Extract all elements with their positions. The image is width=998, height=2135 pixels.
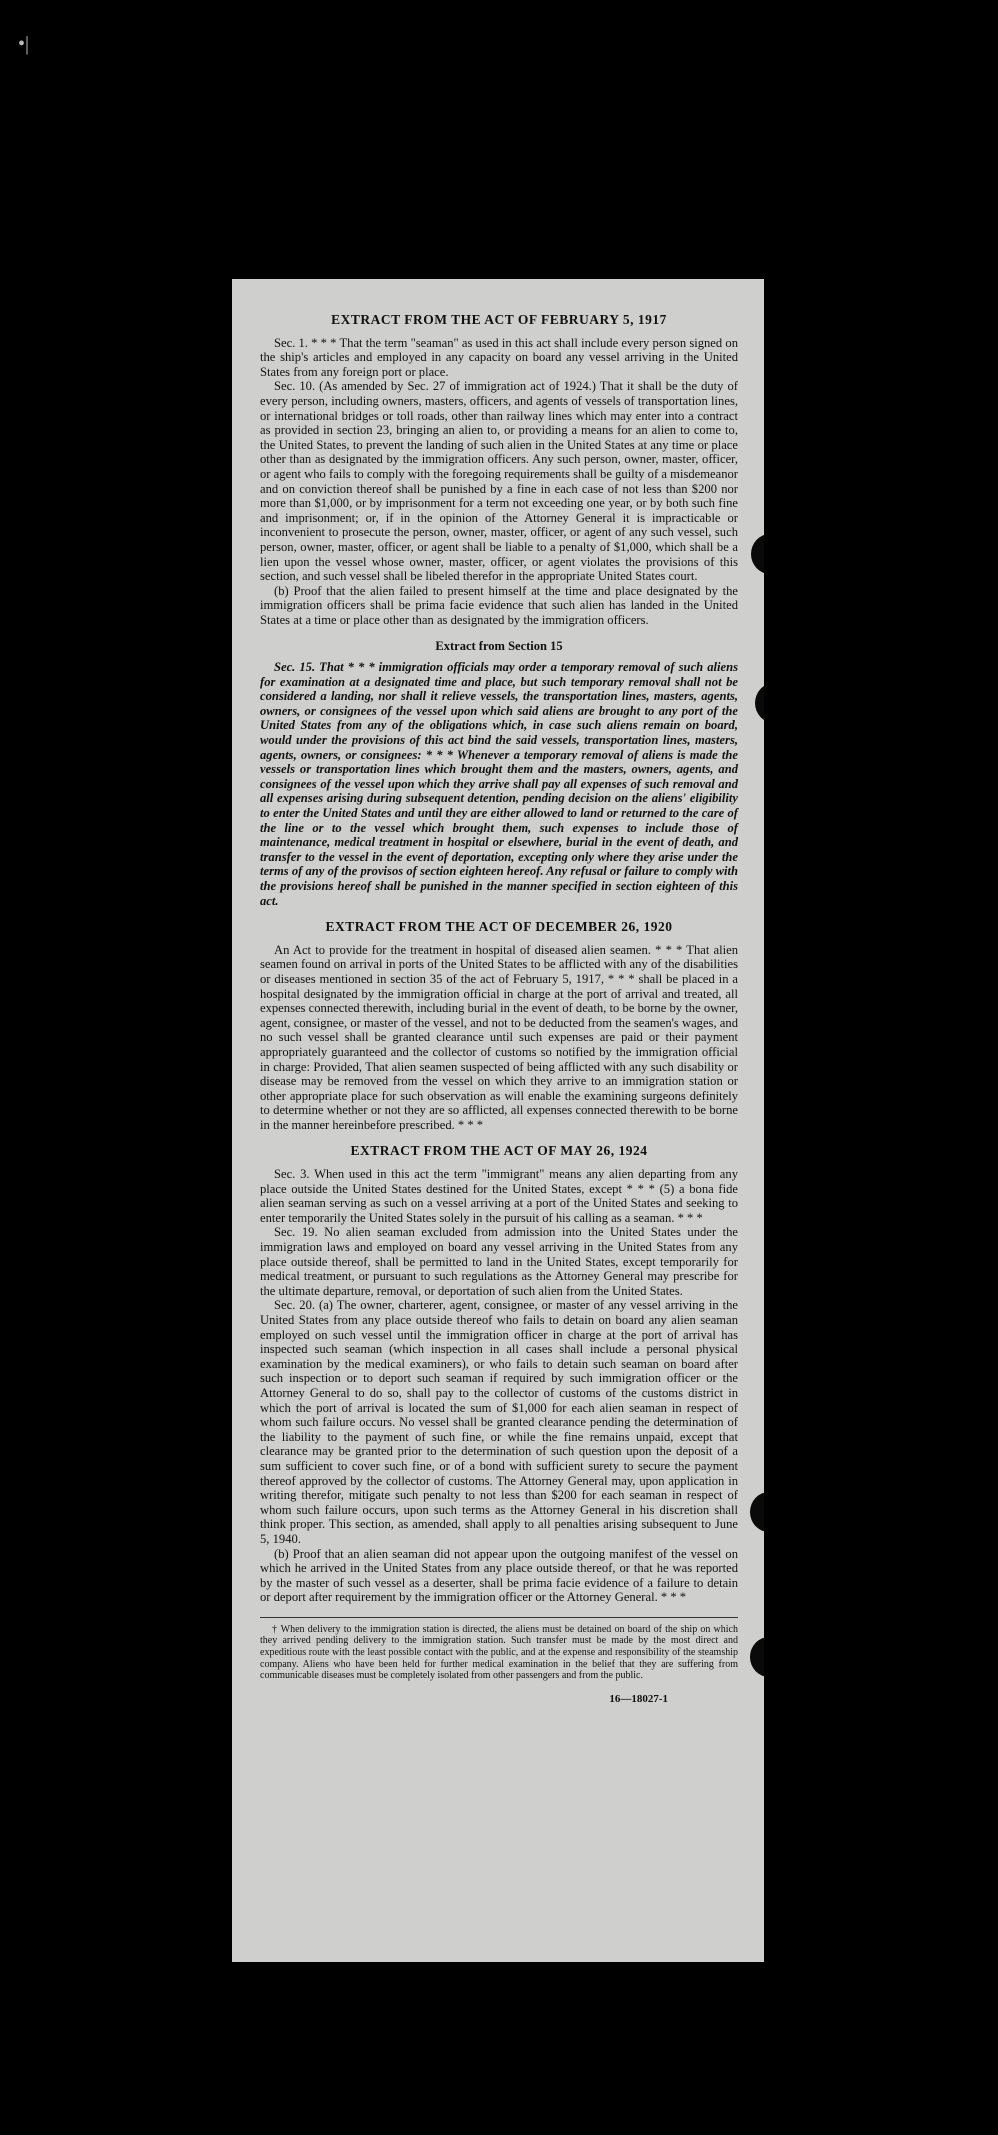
document-page bbox=[232, 279, 764, 1962]
section-act-1917 bbox=[260, 313, 738, 627]
paragraph: Sec. 15. That * * * immigration officials may order a temporary removal of such aliens for examination at a designated time and place, but such temporary removal shall not be considered a landing, nor shall it relieve vessels, the transportation lines, masters, agents, owners, or consignees of the vessel upon which said aliens are brought to any port of the United States from any of the obligations which, in case such aliens remain on board, would under the provisions of this act bind the said vessels, transportation lines, masters, agents, owners, or consignees: * * * Whenever a temporary removal of aliens is made the vessels or transportation lines which brought them and the masters, owners, agents, and consignees of the vessel upon which they arrive shall pay all expenses of such removal and all expenses arising during subsequent detention, pending decision on the aliens' eligibility to enter the United States and until they are either allowed to land or returned to the care of the line or to the vessel which brought them, such expenses to include those of maintenance, medical treatment in hospital or elsewhere, burial in the event of death, and transfer to the vessel in the event of deportation, excepting only where they arise under the terms of any of the provisos of section eighteen hereof. Any refusal or failure to comply with the provisions hereof shall be punished in the manner specified in section eighteen of this act. bbox=[260, 660, 738, 908]
heading-act-1917: EXTRACT FROM THE ACT OF FEBRUARY 5, 1917 bbox=[331, 312, 667, 327]
film-corner-mark: •| bbox=[18, 33, 30, 55]
punch-hole bbox=[750, 1492, 764, 1532]
section-act-1920 bbox=[260, 920, 738, 1132]
footnote-text: † When delivery to the immigration station is directed, the aliens must be detained on board of the ship on which they arrived pending delivery to the immigration station. Such transfer must be made by the most direct and expeditious route with the least possible contact with the public, and at the expense and responsibility of the steamship company. Aliens who have been held for further medical examination in the belief that they are suffering from communicable diseases must be completely isolated from other passengers and from the public. bbox=[260, 1623, 738, 1682]
section-act-1924 bbox=[260, 1144, 738, 1604]
punch-hole bbox=[755, 683, 764, 723]
form-number: 16—18027-1 bbox=[609, 1692, 668, 1705]
paragraph: Sec. 19. No alien seaman excluded from admission into the United States under the immigration laws and employed on board any vessel arriving in the United States from any place outside thereof, shall be permitted to land in the United States, except temporarily for medical treatment, or pursuant to such regulations as the Attorney General may prescribe for the ultimate departure, removal, or deportation of such alien from the United States. bbox=[260, 1225, 738, 1298]
paragraph: An Act to provide for the treatment in hospital of diseased alien seamen. * * * That alien seamen found on arrival in ports of the United States to be afflicted with any of the disabilities or diseases mentioned in section 35 of the act of February 5, 1917, * * * shall be placed in a hospital designated by the immigration official in charge at the port of arrival and treated, all expenses connected therewith, including burial in the event of death, to be borne by the owner, agent, consignee, or master of the vessel, and not to be deducted from the seamen's wages, and no such vessel shall be granted clearance until such expenses are paid or their payment appropriately guaranteed and the collector of customs so notified by the immigration official in charge: Provided, That alien seamen suspected of being afflicted with any such disability or disease may be removed from the vessel on which they arrive to an immigration station or other appropriate place for such observation as will enable the examining surgeons definitely to determine whether or not they are so afflicted, all expenses connected therewith to be borne in the manner hereinbefore prescribed. * * * bbox=[260, 942, 738, 1132]
paragraph: Sec. 1. * * * That the term "seaman" as used in this act shall include every person signed on the ship's articles and employed in any capacity on board any vessel arriving in the United States from any foreign port or place. bbox=[260, 335, 738, 379]
punch-hole bbox=[750, 1637, 764, 1677]
paragraph: Sec. 20. (a) The owner, charterer, agent, consignee, or master of any vessel arriving in the United States from any place outside thereof who fails to detain on board any alien seaman employed on such vessel until the immigration officer in charge at the port of arrival has inspected such seaman (which inspection in all cases shall include a personal physical examination by the medical examiners), or who fails to detain such seaman on board after such inspection or to deport such seaman if required by such immigration officer or the Attorney General to do so, shall pay to the collector of customs of the customs district in which the port of arrival is located the sum of $1,000 for each alien seaman in respect of whom such failure occurs. No vessel shall be granted clearance pending the determination of the liability to the payment of such fine, or while the fine remains unpaid, except that clearance may be granted prior to the determination of such question upon the deposit of a sum sufficient to cover such fine, or of a bond with sufficient surety to secure the payment thereof approved by the collector of customs. The Attorney General may, upon application in writing therefor, mitigate such penalty to not less than $200 for each seaman in respect of whom such failure occurs, upon such terms as the Attorney General in his discretion shall think proper. This section, as amended, shall apply to all penalties arising subsequent to June 5, 1940. bbox=[260, 1298, 738, 1546]
paragraph: Sec. 3. When used in this act the term "immigrant" means any alien departing from any place outside the United States destined for the United States, except * * * (5) a bona fide alien seaman serving as such on a vessel arriving at a port of the United States and seeking to enter temporarily the United States solely in the pursuit of his calling as a seaman. * * * bbox=[260, 1167, 738, 1225]
heading-act-1924: EXTRACT FROM THE ACT OF MAY 26, 1924 bbox=[350, 1143, 648, 1159]
heading-extract-15: Extract from Section 15 bbox=[435, 639, 563, 654]
paragraph: (b) Proof that an alien seaman did not appear upon the outgoing manifest of the vessel on which he arrived in the United States from any place outside thereof, or that he was reported by the master of such vessel as a deserter, shall be prima facie evidence of a failure to detain or deport after requirement by the immigration officer or the Attorney General. * * * bbox=[260, 1546, 738, 1605]
paragraph: Sec. 10. (As amended by Sec. 27 of immigration act of 1924.) That it shall be the duty of every person, including owners, masters, officers, and agents of vessels of transportation lines, or international bridges or toll roads, other than railway lines which may enter into a contract as provided in section 23, bringing an alien to, or providing a means for an alien to come to, the United States, to prevent the landing of such alien in the United States at any time or place other than as designated by the immigration officers. Any such person, owner, master, officer, or agent who fails to comply with the foregoing requirements shall be guilty of a misdemeanor and on conviction thereof shall be punished by a fine in each case of not less than $200 nor more than $1,000, or by imprisonment for a term not exceeding one year, or by both such fine and imprisonment; or, if in the opinion of the Attorney General it is impracticable or inconvenient to prosecute the person, owner, master, officer, or agent of any such vessel, such person, owner, master, officer, or agent shall be liable to a penalty of $1,000, which shall be a lien upon the vessel whose owner, master, officer, or agent violates the provisions of this section, and such vessel shall be libeled therefor in the appropriate United States court. bbox=[260, 379, 738, 584]
paragraph: (b) Proof that the alien failed to present himself at the time and place designated by the immigration officers shall be prima facie evidence that such alien has landed in the United States at a time or place other than as designated by the immigration officers. bbox=[260, 583, 738, 627]
footnote-divider bbox=[260, 1617, 738, 1618]
footnote bbox=[260, 1624, 738, 1682]
punch-hole bbox=[751, 534, 764, 574]
heading-act-1920: EXTRACT FROM THE ACT OF DECEMBER 26, 1920 bbox=[325, 919, 673, 935]
section-extract-15 bbox=[260, 639, 738, 908]
